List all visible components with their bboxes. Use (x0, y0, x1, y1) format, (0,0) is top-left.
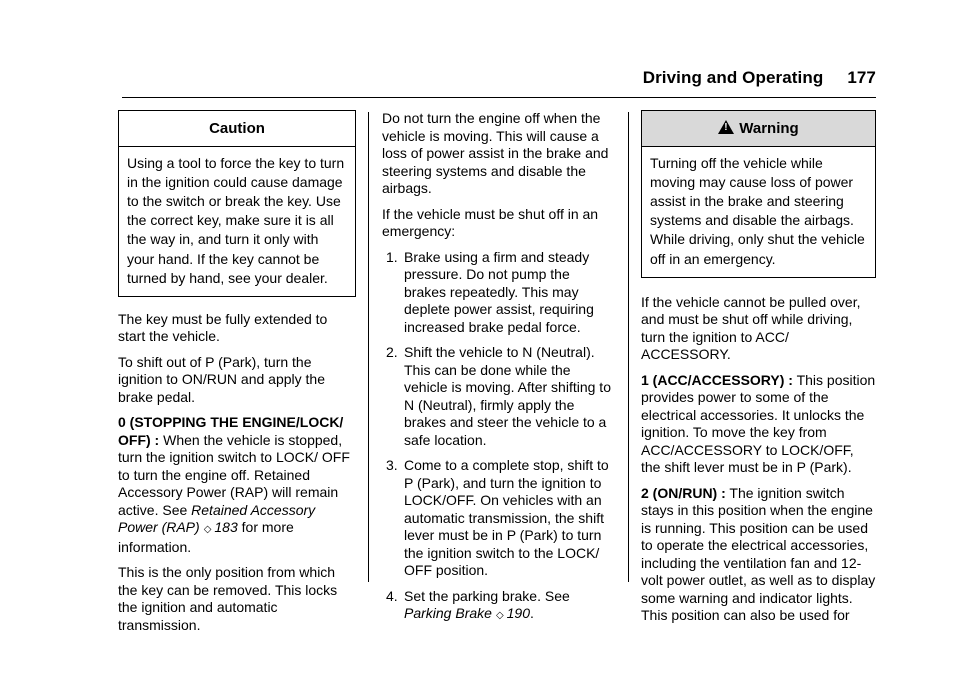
column-divider-1 (368, 112, 369, 582)
on-run-paragraph (641, 485, 876, 625)
rap-page-ref[interactable]: 183 (214, 519, 238, 536)
column-divider-2 (628, 112, 629, 582)
warning-icon (718, 120, 734, 134)
rap-link[interactable]: Retained Accessory Power (RAP) (118, 501, 316, 536)
caution-body: Using a tool to force the key to turn in the ignition could cause damage to the switch or break the key. Use the correct key, make sure it is all the way in, and turn it only with your hand. If the key cannot be turned by hand, see your dealer. (127, 154, 345, 286)
list-item: 4. Set the parking brake. See Parking Brake ◇ 190. (386, 587, 570, 621)
column-1 (118, 110, 356, 642)
caution-title: Caution (119, 111, 355, 147)
caution-box (118, 110, 356, 297)
warning-body: Turning off the vehicle while moving may cause loss of power assist in the brake and steering systems and disable the airbags. While driving, only shut the vehicle off in an emergency. (650, 154, 865, 267)
section-title: Driving and Operating (642, 68, 824, 87)
parking-brake-link[interactable]: Parking Brake (404, 605, 492, 621)
parking-brake-page-ref[interactable]: 190 (506, 605, 530, 621)
header-rule (122, 97, 876, 98)
key-removal-paragraph: This is the only position from which the key can be removed. This locks the ignition and automatic transmission. (118, 564, 338, 633)
lock-off-tail: for more information. (118, 519, 294, 555)
list-item: 2. Shift the vehicle to N (Neutral). This can be done while the vehicle is moving. After shifting to N (Neutral), firmly apply the brakes and steer the vehicle to a safe location. (386, 344, 611, 448)
lock-off-term: 0 (STOPPING THE ENGINE/LOCK/ OFF) : (118, 414, 344, 448)
acc-paragraph (641, 372, 876, 477)
emergency-intro: If the vehicle must be shut off in an emergency: (382, 205, 599, 239)
pull-over-paragraph: If the vehicle cannot be pulled over, and must be shut off while driving, turn the ignition to ACC/ ACCESSORY. (641, 293, 861, 363)
acc-term: 1 (ACC/ACCESSORY) : (641, 371, 793, 388)
shift-out-paragraph: To shift out of P (Park), turn the ignition to ON/RUN and apply the brake pedal. (118, 353, 325, 405)
page-ref-icon: ◇ (203, 524, 212, 536)
engine-off-paragraph: Do not turn the engine off when the vehicle is moving. This will cause a loss of power assist in the brake and steering systems and disable the airbags. (382, 110, 609, 196)
list-item: 1. Brake using a firm and steady pressure. Do not pump the brakes repeatedly. This may deplete power assist, requiring increased brake pedal force. (386, 248, 594, 335)
page-number: 177 (847, 68, 876, 87)
warning-box (641, 110, 876, 278)
column-3 (641, 110, 876, 633)
on-run-text: The ignition switch stays in this position when the engine is running. This position can be used to operate the electrical accessories, including the ventilation fan and 12-volt power outlet, as well as to display some warning and indicator lights. This position can also be used for (641, 484, 876, 624)
key-extended-paragraph: The key must be fully extended to start the vehicle. (118, 310, 328, 345)
lock-off-text: When the vehicle is stopped, turn the ignition switch to LOCK/ OFF to turn the engine off. Retained Accessory Power (RAP) will remain active. See (118, 431, 350, 518)
page-header (122, 68, 876, 94)
on-run-term: 2 (ON/RUN) : (641, 484, 726, 501)
acc-text: This position provides power to some of the electrical accessories. It unlocks the ignition. To move the key from ACC/ACCESSORY to LOCK/OFF, the shift lever must be in P (Park). (641, 371, 876, 476)
emergency-steps (382, 249, 612, 625)
warning-title: !Warning (642, 111, 875, 147)
page-ref-icon: ◇ (495, 610, 504, 621)
list-item: 3. Come to a complete stop, shift to P (Park), and turn the ignition to LOCK/OFF. On vehicles with an automatic transmission, the shift lever must be in P (Park) to turn the ignition switch to the LOCK/ OFF position. (386, 457, 609, 578)
column-2 (382, 110, 612, 633)
lock-off-paragraph (118, 414, 356, 556)
